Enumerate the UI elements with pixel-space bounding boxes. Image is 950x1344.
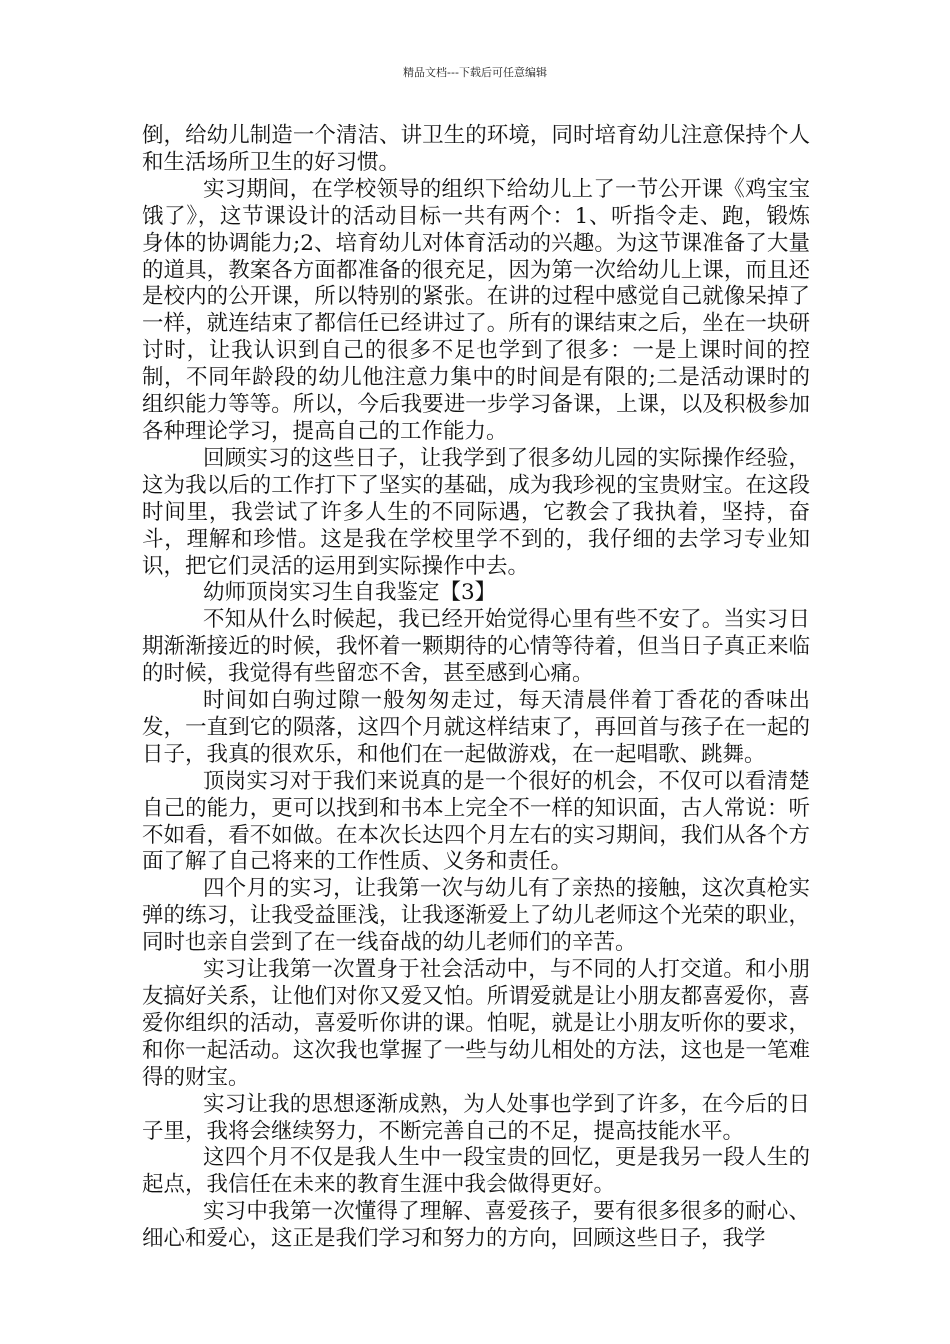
paragraph: 实习期间，在学校领导的组织下给幼儿上了一节公开课《鸡宝宝饿了》，这节课设计的活动目标一共有两个：1、听指令走、跑，锻炼身体的协调能力;2、培育幼儿对体育活动的兴趣。为这节课准备了大量的道具，教案各方面都准备的很充足，因为第一次给幼儿上课，而且还是校内的公开课，所以特别的紧张。在讲的过程中感觉自己就像呆掉了一样，就连结束了都信任已经讲过了。所有的课结束之后，坐在一块研讨时，让我认识到自己的很多不足也学到了很多：一是上课时间的控制，不同年龄段的幼儿他注意力集中的时间是有限的;二是活动课时的组织能力等等。所以，今后我要进一步学习备课，上课，以及积极参加各种理论学习，提高自己的工作能力。 [142,176,810,444]
paragraph: 不知从什么时候起，我已经开始觉得心里有些不安了。当实习日期渐渐接近的时候，我怀着一颗期待的心情等待着，但当日子真正来临的时候，我觉得有些留恋不舍，甚至感到心痛。 [142,607,810,687]
paragraph: 回顾实习的这些日子，让我学到了很多幼儿园的实际操作经验，这为我以后的工作打下了坚实的基础，成为我珍视的宝贵财宝。在这段时间里，我尝试了许多人生的不同际遇，它教会了我执着，坚持，奋斗，理解和珍惜。这是我在学校里学不到的，我仔细的去学习专业知识，把它们灵活的运用到实际操作中去。 [142,445,810,579]
paragraph-continuation: 倒，给幼儿制造一个清洁、讲卫生的环境，同时培育幼儿注意保持个人和生活场所卫生的好习惯。 [142,123,810,175]
paragraph: 实习让我的思想逐渐成熟，为人处事也学到了许多，在今后的日子里，我将会继续努力，不断完善自己的不足，提高技能水平。 [142,1091,810,1144]
paragraph: 实习让我第一次置身于社会活动中，与不同的人打交道。和小朋友搞好关系，让他们对你又爱又怕。所谓爱就是让小朋友都喜爱你，喜爱你组织的活动，喜爱听你讲的课。怕呢，就是让小朋友听你的要求，和你一起活动。这次我也掌握了一些与幼儿相处的方法，这也是一笔难得的财宝。 [142,957,810,1090]
paragraph: 四个月的实习，让我第一次与幼儿有了亲热的接触，这次真枪实弹的练习，让我受益匪浅，让我逐渐爱上了幼儿老师这个光荣的职业，同时也亲自尝到了在一线奋战的幼儿老师们的辛苦。 [142,876,810,956]
paragraph: 时间如白驹过隙一般匆匆走过，每天清晨伴着丁香花的香味出发，一直到它的陨落，这四个月就这样结束了，再回首与孩子在一起的日子，我真的很欢乐，和他们在一起做游戏，在一起唱歌、跳舞。 [142,688,810,767]
section-heading: 幼师顶岗实习生自我鉴定【3】 [203,580,497,606]
paragraph: 这四个月不仅是我人生中一段宝贵的回忆，更是我另一段人生的起点，我信任在未来的教育生涯中我会做得更好。 [142,1145,810,1198]
page-header: 精品文档---下载后可任意编辑 [403,66,547,79]
document-body [142,123,810,1253]
paragraph: 实习中我第一次懂得了理解、喜爱孩子，要有很多很多的耐心、细心和爱心，这正是我们学习和努力的方向，回顾这些日子，我学 [142,1199,810,1252]
paragraph: 顶岗实习对于我们来说真的是一个很好的机会，不仅可以看清楚自己的能力，更可以找到和书本上完全不一样的知识面，古人常说：听不如看，看不如做。在本次长达四个月左右的实习期间，我们从各个方面了解了自己将来的工作性质、义务和责任。 [142,768,810,875]
